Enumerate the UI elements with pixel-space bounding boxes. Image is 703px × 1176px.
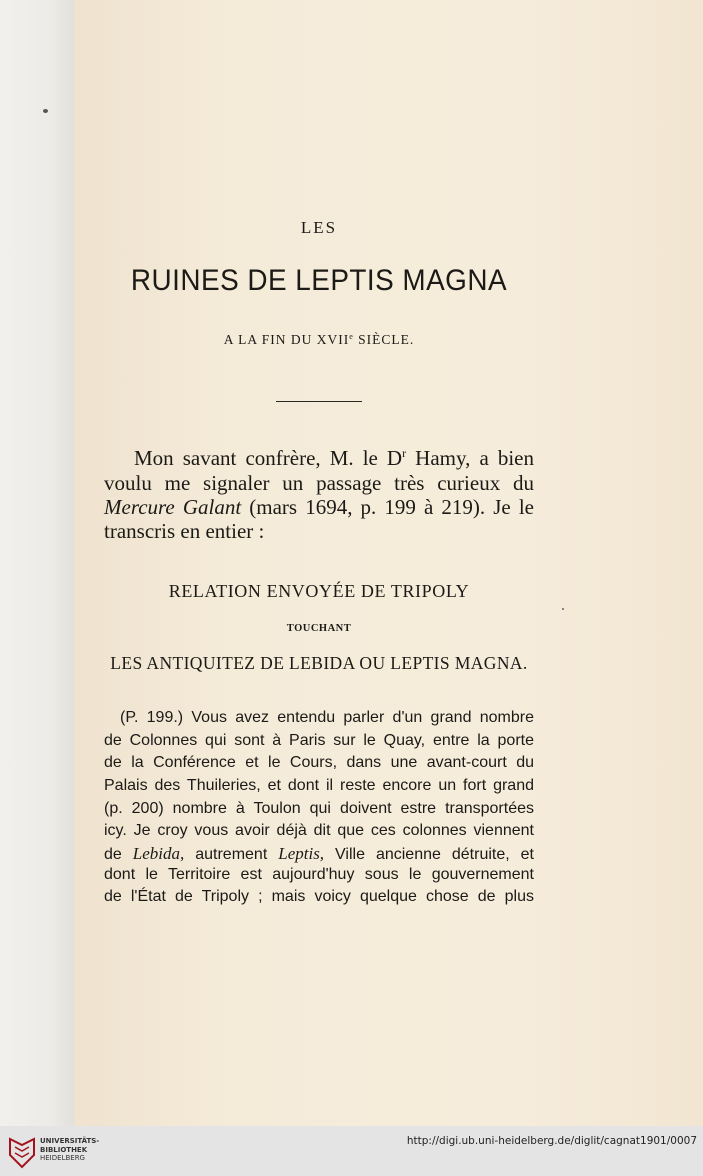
body-line-7: de Lebida, autrement Leptis, Ville ancienne détruite, et	[104, 844, 534, 863]
body-line-1: (P. 199.) Vous avez entendu parler d'un grand nombre	[120, 709, 534, 726]
paper-speck	[43, 109, 48, 113]
divider-rule	[276, 401, 362, 402]
body-line-9: de l'État de Tripoly ; mais voicy quelque chose de plus	[104, 888, 534, 905]
viewer-footer	[0, 1126, 703, 1176]
body-line-3: de la Conférence et le Cours, dans une avant-court du	[104, 754, 534, 771]
body-line-2: de Colonnes qui sont à Paris sur le Quay, entre la porte	[104, 732, 534, 749]
university-logo-icon[interactable]	[8, 1135, 36, 1169]
relation-subtitle: LES ANTIQUITEZ DE LEBIDA OU LEPTIS MAGNA.	[110, 653, 528, 673]
left-margin-strip	[0, 0, 74, 1126]
body-line-8: dont le Territoire est aujourd'huy sous le gouvernement	[104, 866, 534, 883]
library-name: UNIVERSITÄTS- BIBLIOTHEK HEIDELBERG	[40, 1137, 100, 1162]
intro-line-3: Mercure Galant (mars 1694, p. 199 à 219). Je le	[104, 495, 535, 519]
paper-speck	[562, 608, 564, 610]
body-line-6: icy. Je croy vous avoir déjà dit que ces colonnes viennent	[104, 822, 534, 839]
body-line-4: Palais des Thuileries, et dont il reste encore un fort grand	[104, 777, 534, 794]
relation-touchant: TOUCHANT	[286, 623, 352, 634]
body-line-5: (p. 200) nombre à Toulon qui doivent estre transportées	[104, 800, 534, 817]
relation-title: RELATION ENVOYÉE DE TRIPOLY	[168, 581, 470, 601]
intro-line-4: transcris en entier :	[104, 519, 265, 543]
heading-les: LES	[300, 218, 338, 237]
subtitle: A LA FIN DU XVIIe SIÈCLE.	[223, 332, 415, 347]
intro-line-1: Mon savant confrère, M. le $D^r$ Hamy, a bien	[134, 446, 534, 470]
book-page	[74, 0, 703, 1126]
intro-line-2: voulu me signaler un passage très curieux du	[104, 471, 534, 495]
page-title: RUINES DE LEPTIS MAGNA	[130, 264, 508, 297]
permalink-url[interactable]: http://digi.ub.uni-heidelberg.de/diglit/cagnat1901/0007	[406, 1135, 697, 1147]
